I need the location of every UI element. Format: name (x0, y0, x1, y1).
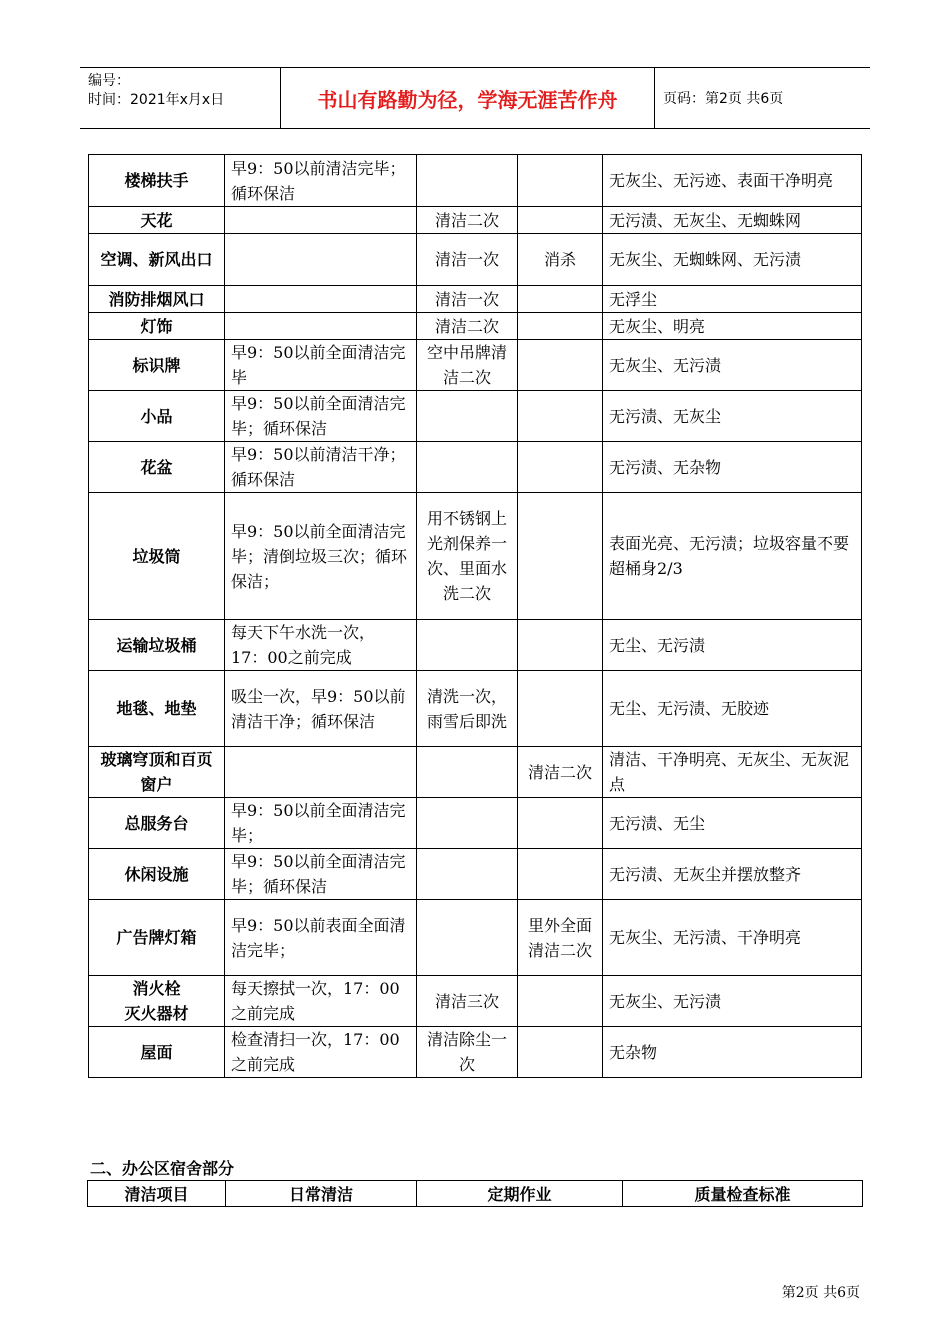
cell-periodic-2 (518, 849, 603, 900)
table-row (89, 286, 862, 313)
cell-periodic-2 (518, 286, 603, 313)
table-row (89, 620, 862, 671)
cell-daily: 检查清扫一次，17：00之前完成 (225, 1027, 417, 1078)
cell-standard: 无污渍、无灰尘并摆放整齐 (603, 849, 862, 900)
section-2-table (87, 1180, 863, 1207)
cell-item: 休闲设施 (89, 849, 225, 900)
table-row (89, 1027, 862, 1078)
cell-standard: 无杂物 (603, 1027, 862, 1078)
cell-standard: 无尘、无污渍、无胶迹 (603, 671, 862, 747)
cell-item: 玻璃穹顶和百页窗户 (89, 747, 225, 798)
cell-periodic-1: 清洁二次 (417, 313, 518, 340)
cell-item: 灯饰 (89, 313, 225, 340)
header-page-number: 页码：第2页 共6页 (663, 91, 784, 107)
cell-standard: 无灰尘、无蜘蛛网、无污渍 (603, 234, 862, 286)
cell-daily (225, 747, 417, 798)
cell-periodic-1 (417, 900, 518, 976)
cell-standard: 无污渍、无灰尘 (603, 391, 862, 442)
table-row (89, 391, 862, 442)
cell-periodic-2 (518, 340, 603, 391)
cell-standard: 无灰尘、明亮 (603, 313, 862, 340)
header-meta (80, 68, 281, 128)
table-row (89, 798, 862, 849)
cell-periodic-2 (518, 620, 603, 671)
cell-daily (225, 207, 417, 234)
cell-daily: 早9：50以前清洁完毕；循环保洁 (225, 155, 417, 207)
cell-standard: 无尘、无污渍 (603, 620, 862, 671)
header-cell-item: 清洁项目 (88, 1181, 226, 1207)
cleaning-schedule-table (88, 154, 862, 1078)
cell-periodic-2 (518, 493, 603, 620)
cell-daily: 早9：50以前全面清洁完毕；循环保洁 (225, 849, 417, 900)
cell-periodic-2 (518, 442, 603, 493)
cell-item: 楼梯扶手 (89, 155, 225, 207)
cell-item: 总服务台 (89, 798, 225, 849)
cell-daily: 早9：50以前表面全面清洁完毕； (225, 900, 417, 976)
cell-periodic-1: 用不锈钢上光剂保养一次、里面水洗二次 (417, 493, 518, 620)
cell-periodic-1: 清洁二次 (417, 207, 518, 234)
cell-item: 花盆 (89, 442, 225, 493)
cell-periodic-2 (518, 798, 603, 849)
table-row (89, 207, 862, 234)
cell-standard: 无污渍、无杂物 (603, 442, 862, 493)
cell-periodic-1 (417, 155, 518, 207)
doc-date-label: 时间：2021年x月x日 (88, 92, 225, 108)
table-row (89, 340, 862, 391)
table-row (89, 900, 862, 976)
page-header (80, 67, 870, 129)
table-row (89, 234, 862, 286)
cell-periodic-1: 清洁一次 (417, 286, 518, 313)
cell-item: 屋面 (89, 1027, 225, 1078)
cell-standard: 无灰尘、无污渍、干净明亮 (603, 900, 862, 976)
cell-periodic-2 (518, 391, 603, 442)
cell-periodic-2 (518, 155, 603, 207)
cell-standard: 表面光亮、无污渍；垃圾容量不要超桶身2/3 (603, 493, 862, 620)
cell-periodic-1: 清洁一次 (417, 234, 518, 286)
cell-daily: 早9：50以前全面清洁完毕 (225, 340, 417, 391)
cell-standard: 无灰尘、无污渍 (603, 976, 862, 1027)
header-cell-standard: 质量检查标准 (623, 1181, 863, 1207)
cell-periodic-2: 里外全面清洁二次 (518, 900, 603, 976)
section-2-title: 二、办公区宿舍部分 (90, 1159, 235, 1178)
cell-item: 地毯、地垫 (89, 671, 225, 747)
header-motto: 书山有路勤为径，学海无涯苦作舟 (281, 68, 655, 128)
cell-item: 空调、新风出口 (89, 234, 225, 286)
cell-item: 标识牌 (89, 340, 225, 391)
cell-periodic-2: 清洁二次 (518, 747, 603, 798)
cell-periodic-1 (417, 620, 518, 671)
cell-periodic-2 (518, 207, 603, 234)
cell-daily (225, 234, 417, 286)
table-row (89, 493, 862, 620)
cell-daily: 早9：50以前全面清洁完毕； (225, 798, 417, 849)
cell-daily: 早9：50以前全面清洁完毕；清倒垃圾三次；循环保洁； (225, 493, 417, 620)
cell-standard: 无污渍、无灰尘、无蜘蛛网 (603, 207, 862, 234)
cell-item: 运输垃圾桶 (89, 620, 225, 671)
cell-periodic-1: 清洁三次 (417, 976, 518, 1027)
section-2-header-row (88, 1181, 863, 1207)
cell-item: 消防排烟风口 (89, 286, 225, 313)
table-row (89, 155, 862, 207)
header-cell-periodic: 定期作业 (417, 1181, 623, 1207)
cell-daily (225, 313, 417, 340)
cell-item: 小品 (89, 391, 225, 442)
cell-item: 消火栓 灭火器材 (89, 976, 225, 1027)
cell-daily: 早9：50以前全面清洁完毕；循环保洁 (225, 391, 417, 442)
header-cell-daily: 日常清洁 (226, 1181, 417, 1207)
table-row (89, 849, 862, 900)
cell-periodic-2 (518, 671, 603, 747)
cell-daily: 每天下午水洗一次，17：00之前完成 (225, 620, 417, 671)
cell-standard: 无灰尘、无污迹、表面干净明亮 (603, 155, 862, 207)
cell-periodic-2: 消杀 (518, 234, 603, 286)
cell-daily (225, 286, 417, 313)
cell-periodic-2 (518, 976, 603, 1027)
cell-daily: 早9：50以前清洁干净；循环保洁 (225, 442, 417, 493)
doc-number-label: 编号： (88, 73, 130, 89)
table-row (89, 747, 862, 798)
page-footer: 第2页 共6页 (781, 1285, 860, 1301)
cell-periodic-1: 清洁除尘一次 (417, 1027, 518, 1078)
table-row (89, 442, 862, 493)
cell-item: 垃圾筒 (89, 493, 225, 620)
table-row (89, 976, 862, 1027)
cell-periodic-2 (518, 313, 603, 340)
cell-periodic-1: 空中吊牌清洁二次 (417, 340, 518, 391)
cell-item: 天花 (89, 207, 225, 234)
cell-standard: 清洁、干净明亮、无灰尘、无灰泥点 (603, 747, 862, 798)
cell-daily: 每天擦拭一次，17：00之前完成 (225, 976, 417, 1027)
cell-periodic-1 (417, 849, 518, 900)
cell-standard: 无灰尘、无污渍 (603, 340, 862, 391)
cell-periodic-1 (417, 798, 518, 849)
cell-standard: 无浮尘 (603, 286, 862, 313)
cell-periodic-2 (518, 1027, 603, 1078)
cell-periodic-1: 清洗一次，雨雪后即洗 (417, 671, 518, 747)
table-row (89, 671, 862, 747)
cell-standard: 无污渍、无尘 (603, 798, 862, 849)
cell-daily: 吸尘一次，早9：50以前清洁干净；循环保洁 (225, 671, 417, 747)
table-row (89, 313, 862, 340)
cell-item: 广告牌灯箱 (89, 900, 225, 976)
cell-periodic-1 (417, 442, 518, 493)
cell-periodic-1 (417, 747, 518, 798)
cell-periodic-1 (417, 391, 518, 442)
